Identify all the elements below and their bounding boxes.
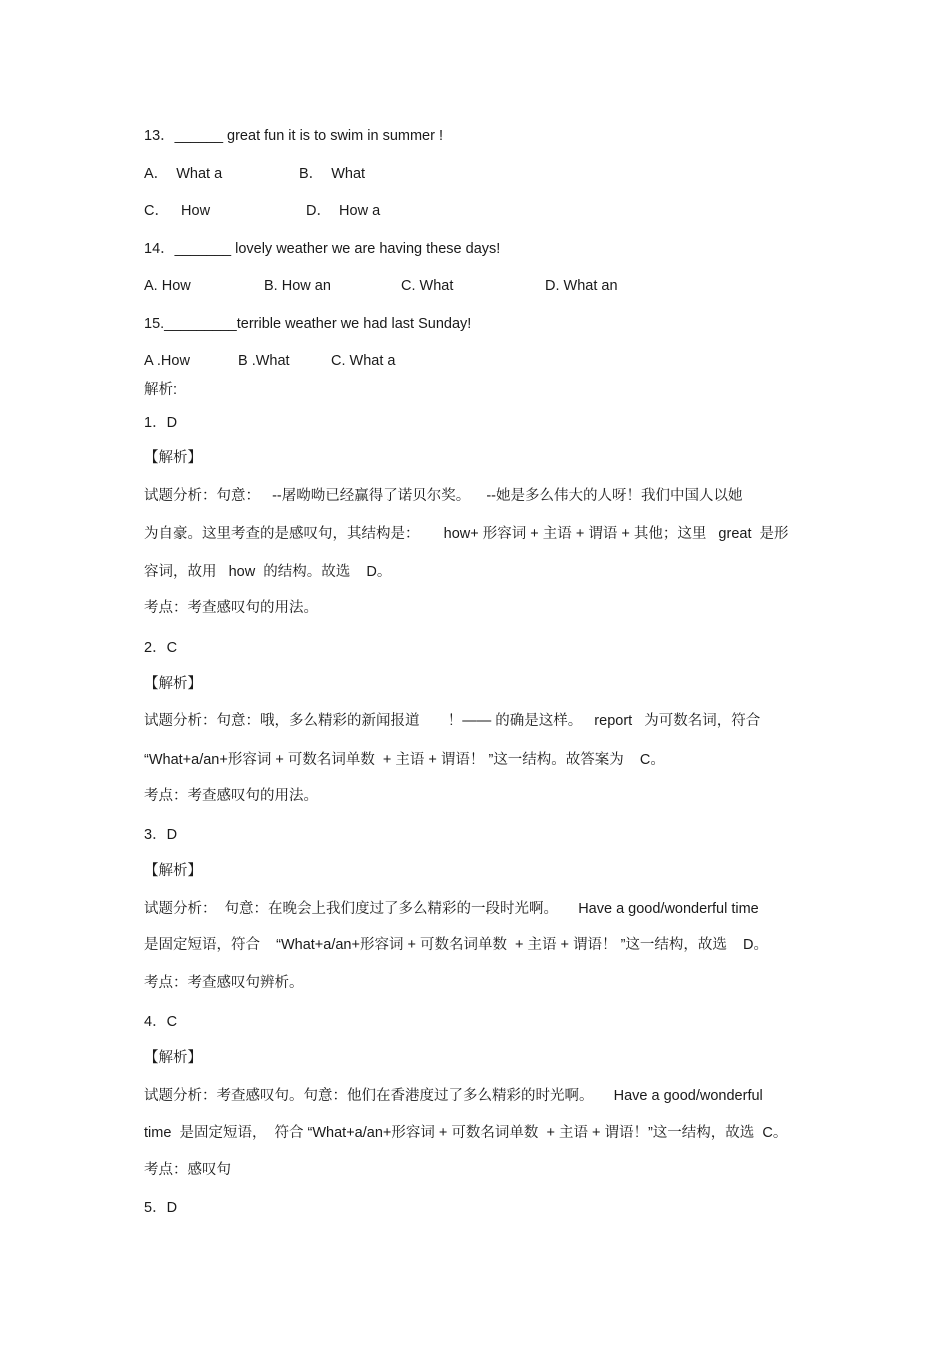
answer-4-line-1: 试题分析：考查感叹句。句意：他们在香港度过了多么精彩的时光啊。 Have a good/wonderful <box>144 1088 763 1104</box>
answer-2-tag: 【解析】 <box>144 676 202 692</box>
question-13-option-b: B． What <box>299 166 366 182</box>
answer-4-number: 4．C <box>144 1014 178 1030</box>
question-13-option-d: D． How a <box>306 203 381 219</box>
question-14-option-a: A. How <box>144 278 191 294</box>
answer-1-line-1: 试题分析：句意： --屠呦呦已经赢得了诺贝尔奖。 --她是多么伟大的人呀！我们中国人以她 <box>144 488 743 504</box>
answer-4-point: 考点：感叹句 <box>144 1162 231 1178</box>
question-14-stem: 14．_______ lovely weather we are having these days! <box>144 241 501 257</box>
answer-3-number: 3．D <box>144 827 178 843</box>
answer-2-point: 考点：考查感叹句的用法。 <box>144 788 318 804</box>
question-13-option-a: A． What a <box>144 166 223 182</box>
answer-3-line-2: 是固定短语，符合 “What+a/an+形容词 + 可数名词单数 + 主语 + 谓语！ ”这一结构，故选 D。 <box>144 937 768 953</box>
question-15-option-b: B .What <box>238 353 290 369</box>
question-13-stem: 13．______ great fun it is to swim in summer ! <box>144 128 443 144</box>
answer-5-number: 5．D <box>144 1200 178 1216</box>
answer-3-tag: 【解析】 <box>144 863 202 879</box>
question-14-option-d: D. What an <box>545 278 618 294</box>
answer-4-tag: 【解析】 <box>144 1050 202 1066</box>
answer-3-point: 考点：考查感叹句辨析。 <box>144 975 304 991</box>
question-15-option-c: C. What a <box>331 353 396 369</box>
analysis-heading: 解析: <box>144 382 178 398</box>
question-13-option-c: C． How <box>144 203 211 219</box>
answer-3-line-1: 试题分析： 句意：在晚会上我们度过了多么精彩的一段时光啊。 Have a good/wonderful time <box>144 901 759 917</box>
answer-1-tag: 【解析】 <box>144 450 202 466</box>
answer-4-line-2: time 是固定短语， 符合 “What+a/an+形容词 + 可数名词单数 + 主语 + 谓语！”这一结构，故选 C。 <box>144 1125 788 1141</box>
answer-2-line-1: 试题分析：句意：哦，多么精彩的新闻报道 ！—— 的确是这样。 report 为可数名词，符合 <box>144 713 761 729</box>
answer-2-line-2: “What+a/an+形容词 + 可数名词单数 + 主语 + 谓语！ ”这一结构。故答案为 C。 <box>144 752 665 768</box>
answer-2-number: 2．C <box>144 640 178 656</box>
answer-1-line-3: 容词，故用 how 的结构。故选 D。 <box>144 564 392 580</box>
question-14-option-c: C. What <box>401 278 454 294</box>
answer-1-line-2: 为自豪。这里考查的是感叹句，其结构是： how+ 形容词 + 主语 + 谓语 + 其他；这里 great 是形 <box>144 526 789 542</box>
question-15-option-a: A .How <box>144 353 190 369</box>
answer-1-point: 考点：考查感叹句的用法。 <box>144 600 318 616</box>
answer-1-number: 1．D <box>144 415 178 431</box>
question-14-option-b: B. How an <box>264 278 331 294</box>
question-15-stem: 15._________terrible weather we had last Sunday! <box>144 316 472 332</box>
